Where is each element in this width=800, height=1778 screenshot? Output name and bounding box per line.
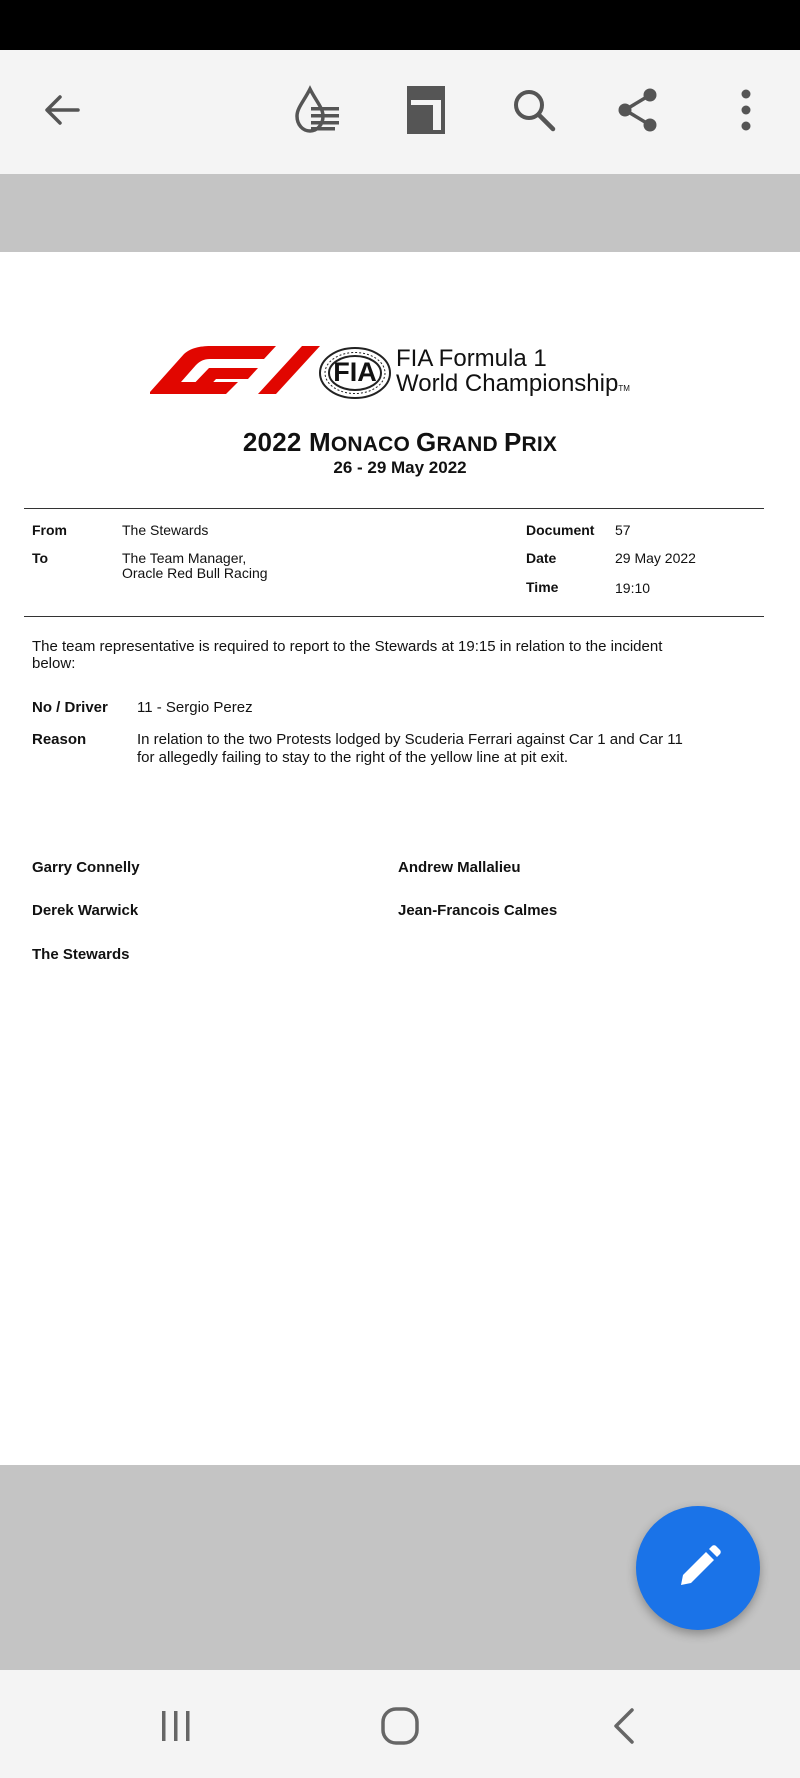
championship-line2-text: World Championship (396, 370, 619, 397)
document-page (0, 252, 800, 1465)
steward-name: Garry Connelly (32, 859, 140, 876)
event-title-part: M (308, 427, 331, 457)
reason-line2: for allegedly failing to stay to the right of the yellow line at pit exit. (137, 749, 569, 766)
document-layout-icon (404, 83, 448, 137)
more-vertical-icon (736, 85, 756, 135)
share-icon (613, 85, 663, 135)
time-value: 19:10 (615, 580, 651, 596)
f1-mark-icon (146, 344, 321, 398)
from-label: From (32, 522, 67, 538)
date-value: 29 May 2022 (615, 550, 696, 566)
event-title-part: ONACO (330, 433, 417, 456)
more-options-button[interactable] (716, 80, 776, 140)
home-button[interactable] (370, 1698, 430, 1754)
recents-icon (156, 1706, 196, 1746)
to-label: To (32, 550, 49, 566)
time-label: Time (526, 579, 559, 595)
document-label: Document (526, 522, 595, 538)
event-title-part: P (503, 427, 522, 457)
system-back-button[interactable] (594, 1698, 654, 1754)
page-layout-button[interactable] (396, 80, 456, 140)
reading-mode-button[interactable] (288, 80, 348, 140)
to-value-line1: The Team Manager, (122, 550, 247, 566)
search-icon (509, 85, 559, 135)
event-title-part: RIX (521, 433, 558, 456)
search-button[interactable] (504, 80, 564, 140)
steward-name: Derek Warwick (32, 902, 139, 919)
steward-name: Andrew Mallalieu (398, 859, 521, 876)
championship-name (396, 346, 630, 401)
championship-line2 (396, 371, 630, 401)
steward-name: Jean-Francois Calmes (398, 902, 558, 919)
event-dates: 26 - 29 May 2022 (333, 458, 467, 477)
app-toolbar (0, 50, 800, 174)
event-title-part: RAND (436, 433, 504, 456)
status-bar (0, 0, 800, 50)
chevron-left-icon (604, 1706, 644, 1746)
championship-line1: FIA Formula 1 (396, 345, 547, 372)
droplet-list-icon (291, 83, 345, 137)
reason-label: Reason (32, 731, 87, 748)
fia-badge (318, 346, 392, 400)
edit-fab[interactable] (636, 1506, 760, 1630)
header-top-rule (24, 508, 764, 509)
driver-label: No / Driver (32, 699, 108, 716)
to-value-line2: Oracle Red Bull Racing (122, 565, 268, 581)
back-button[interactable] (32, 80, 92, 140)
date-label: Date (526, 550, 557, 566)
pencil-icon (673, 1543, 723, 1593)
f1-logo (146, 344, 686, 404)
driver-value: 11 - Sergio Perez (137, 699, 253, 716)
system-nav-bar (0, 1670, 800, 1778)
from-value: The Stewards (122, 522, 209, 538)
recents-button[interactable] (146, 1698, 206, 1754)
summons-text-line2: below: (32, 655, 76, 672)
event-title-part: 2022 (242, 427, 309, 457)
reason-line1: In relation to the two Protests lodged by Scuderia Ferrari against Car 1 and Car 11 (137, 731, 683, 748)
fia-text: FIA (333, 357, 377, 387)
event-title-part: G (416, 427, 437, 457)
arrow-left-icon (40, 88, 84, 132)
header-bottom-rule (24, 616, 764, 617)
share-button[interactable] (608, 80, 668, 140)
stewards-signoff: The Stewards (32, 946, 130, 963)
summons-text (32, 638, 752, 672)
event-title (0, 427, 800, 458)
home-icon (378, 1704, 422, 1748)
summons-text-line1: The team representative is required to report to the Stewards at 19:15 in relation to the incident (32, 638, 663, 655)
document-value: 57 (615, 522, 631, 538)
trademark-mark: TM (618, 384, 630, 393)
